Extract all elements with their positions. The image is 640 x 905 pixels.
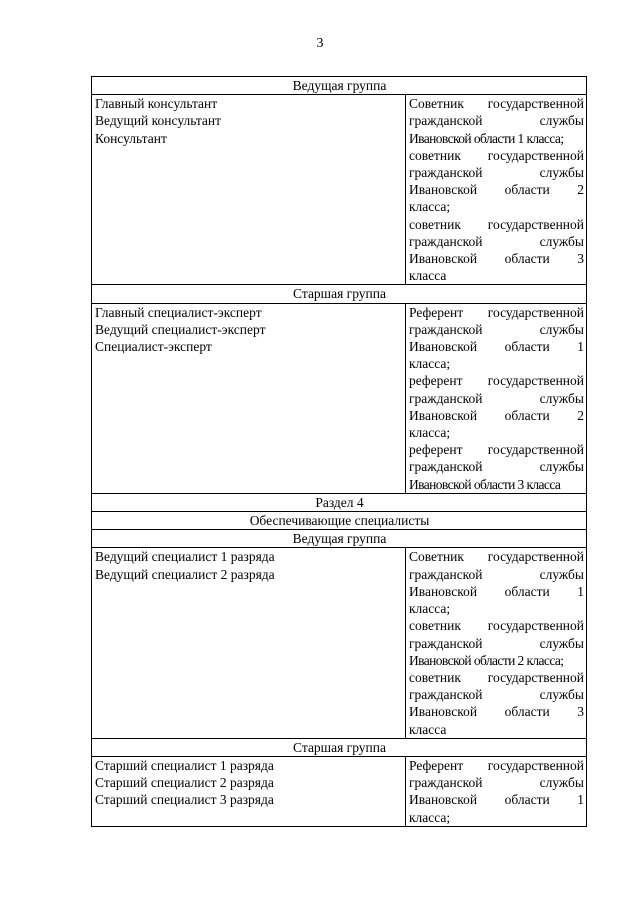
rank-line: класса; [409, 356, 451, 372]
positions-cell [92, 303, 406, 493]
position-title: Ведущий специалист-эксперт [95, 321, 266, 337]
group-title: Старшая группа [92, 285, 587, 303]
position-title: Ведущий консультант [95, 113, 222, 129]
position-title: Главный консультант [95, 96, 218, 112]
rank-line: класса [409, 721, 447, 737]
rank-line: гражданской службы [409, 113, 584, 129]
rank-line: советник государственной [409, 216, 584, 232]
rank-line: класса; [409, 199, 451, 215]
section-heading-row [92, 512, 587, 530]
positions-cell [92, 756, 406, 826]
group-title: Ведущая группа [92, 530, 587, 548]
rank-line: гражданской службы [409, 233, 584, 249]
rank-line: гражданской службы [409, 687, 584, 703]
group-content-row [92, 95, 587, 285]
rank-line: Ивановской области 1 [409, 339, 584, 355]
section-heading: Раздел 4 [92, 493, 587, 511]
rank-line: Ивановской области 3 [409, 251, 584, 267]
ranks-cell [406, 548, 587, 738]
group-title-row [92, 530, 587, 548]
rank-line: гражданской службы [409, 775, 584, 791]
rank-line: Ивановской области 2 [409, 182, 584, 198]
rank-line: гражданской службы [409, 459, 584, 475]
group-content-row [92, 756, 587, 826]
positions-cell [92, 95, 406, 285]
rank-line: Ивановской области 3 [409, 704, 584, 720]
group-title-row [92, 285, 587, 303]
position-title: Главный специалист-эксперт [95, 304, 262, 320]
group-title-row [92, 738, 587, 756]
position-title: Старший специалист 1 разряда [95, 757, 274, 773]
rank-line: класса; [409, 809, 451, 825]
position-title: Специалист-эксперт [95, 339, 212, 355]
rank-line: класса; [409, 601, 451, 617]
position-title: Ведущий специалист 2 разряда [95, 566, 275, 582]
ranks-cell [406, 756, 587, 826]
rank-line: Ивановской области 2 [409, 407, 584, 423]
rank-line: класса; [409, 425, 451, 441]
rank-line: гражданской службы [409, 321, 584, 337]
ranks-cell [406, 303, 587, 493]
rank-line: советник государственной [409, 147, 584, 163]
rank-line: Ивановской области 1 [409, 583, 584, 599]
rank-line: гражданской службы [409, 390, 584, 406]
section-heading-row [92, 493, 587, 511]
position-title: Старший специалист 2 разряда [95, 775, 274, 791]
rank-line: Ивановской области 2 класса; [409, 652, 564, 668]
rank-line: гражданской службы [409, 566, 584, 582]
position-title: Старший специалист 3 разряда [95, 792, 274, 808]
positions-cell [92, 548, 406, 738]
rank-line: референт государственной [409, 442, 584, 458]
rank-line: Референт государственной [409, 757, 584, 773]
rank-line: Ивановской области 1 [409, 792, 584, 808]
rank-line: референт государственной [409, 373, 584, 389]
rank-line: гражданской службы [409, 165, 584, 181]
group-title: Старшая группа [92, 738, 587, 756]
rank-line: советник государственной [409, 669, 584, 685]
ranks-cell [406, 95, 587, 285]
positions-table [91, 76, 587, 827]
rank-line: Ивановской области 1 класса; [409, 130, 564, 146]
rank-line: Советник государственной [409, 549, 584, 565]
page-number: 3 [316, 36, 324, 51]
rank-line: Ивановской области 3 класса [409, 476, 561, 492]
rank-line: гражданской службы [409, 635, 584, 651]
position-title: Ведущий специалист 1 разряда [95, 549, 275, 565]
rank-line: Советник государственной [409, 96, 584, 112]
section-heading: Обеспечивающие специалисты [92, 512, 587, 530]
position-title: Консультант [95, 130, 167, 146]
group-title: Ведущая группа [92, 77, 587, 95]
group-title-row [92, 77, 587, 95]
group-content-row [92, 548, 587, 738]
rank-line: советник государственной [409, 618, 584, 634]
group-content-row [92, 303, 587, 493]
rank-line: Референт государственной [409, 304, 584, 320]
rank-line: класса [409, 268, 447, 284]
